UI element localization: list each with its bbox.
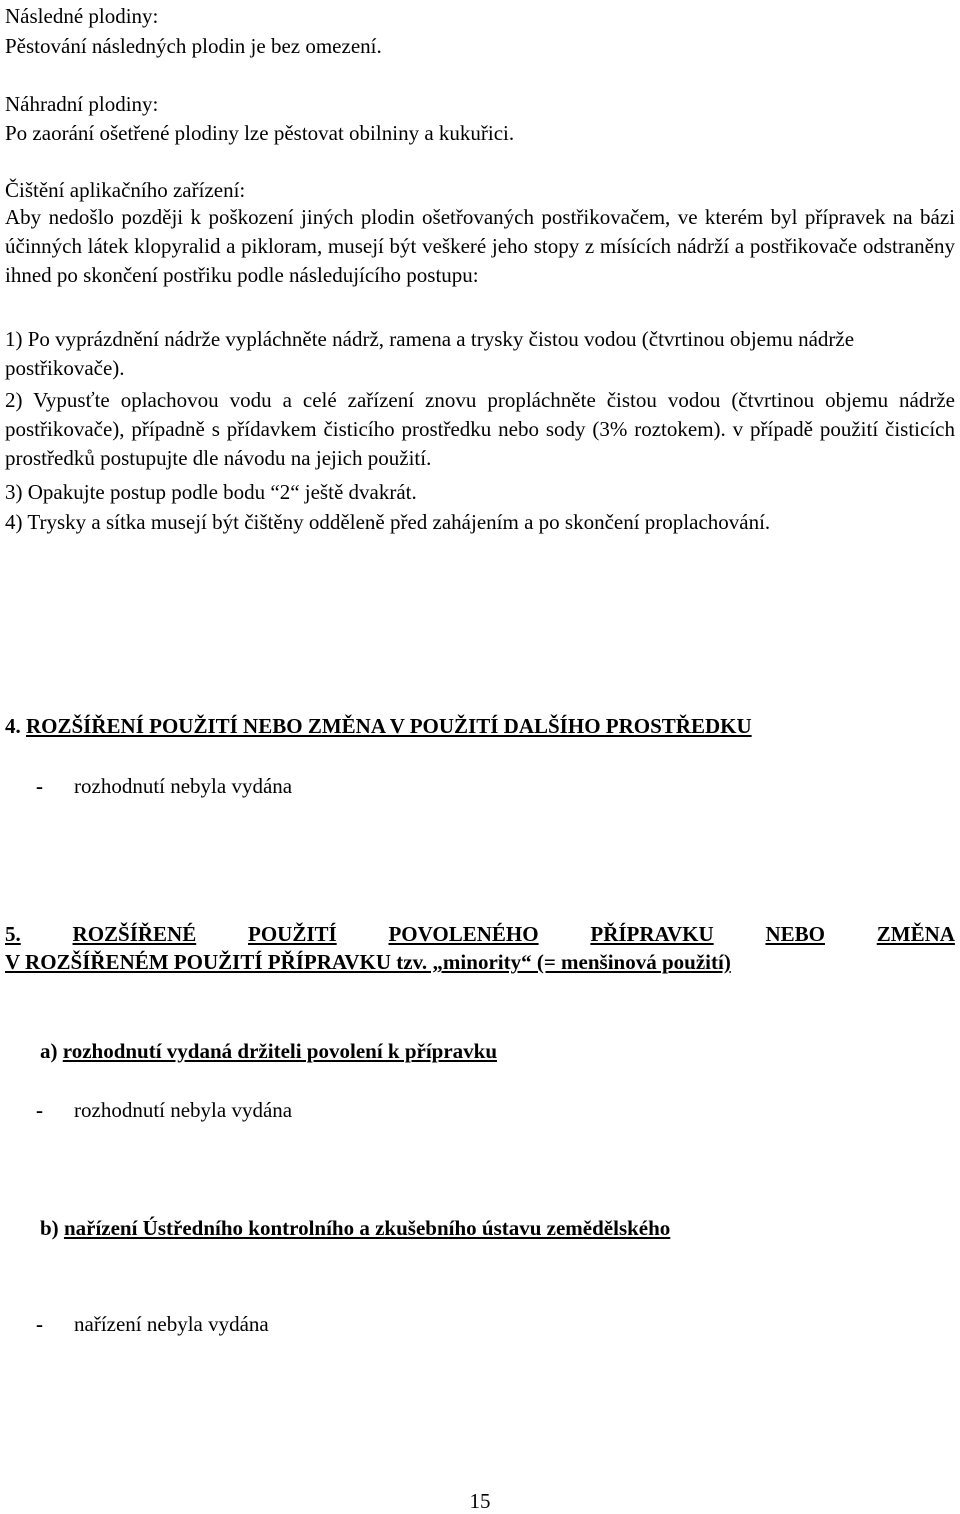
section-5-word: ROZŠÍŘENÉ	[72, 922, 197, 946]
following-crops-title: Následné plodiny:	[5, 4, 159, 28]
cleaning-title: Čištění aplikačního zařízení:	[5, 178, 246, 202]
section-5a-heading	[40, 1037, 497, 1065]
section-5b-title: nařízení Ústředního kontrolního a zkušebního ústavu zemědělského	[63, 1216, 671, 1240]
section-5-word: NEBO	[765, 922, 825, 946]
section-5-heading-row1	[5, 920, 955, 948]
section-5b-note-text: nařízení nebyla vydána	[74, 1312, 269, 1336]
section-5-heading	[5, 920, 955, 976]
step-text: Opakujte postup podle bodu “2“ ještě dvakrát.	[27, 480, 417, 504]
page-number: 15	[469, 1489, 491, 1513]
section-5a-note	[36, 1096, 292, 1124]
step-number: 2)	[5, 388, 23, 412]
section-5-word: 5.	[5, 922, 21, 946]
step-number: 1)	[5, 327, 23, 351]
section-4-number: 4.	[5, 714, 21, 738]
cleaning-step-4	[5, 508, 955, 537]
section-5b-label: b)	[40, 1216, 59, 1240]
dash-marker: -	[36, 1312, 43, 1336]
section-4-title: ROZŠÍŘENÍ POUŽITÍ NEBO ZMĚNA V POUŽITÍ DALŠÍHO PROSTŘEDKU	[26, 714, 752, 738]
section-5a-title: rozhodnutí vydaná držiteli povolení k přípravku	[62, 1039, 498, 1063]
dash-marker: -	[36, 1098, 43, 1122]
dash-marker: -	[36, 774, 43, 798]
section-4-note	[36, 772, 292, 800]
cleaning-text: Aby nedošlo později k poškození jiných plodin ošetřovaných postřikovačem, ve kterém byl přípravek na bázi účinných látek klopyralid a pikloram, musejí být veškeré jeho stopy z mísících nádrží a postřikovače odstraněny ihned po skončení postřiku podle následujícího postupu:	[5, 205, 955, 287]
replacement-crops-text: Po zaorání ošetřené plodiny lze pěstovat obilniny a kukuřici.	[5, 121, 515, 145]
section-4-note-text: rozhodnutí nebyla vydána	[74, 774, 293, 798]
section-5a-label: a)	[40, 1039, 58, 1063]
section-5-word: ZMĚNA	[876, 922, 955, 946]
section-5-word: POUŽITÍ	[248, 922, 337, 946]
section-5-word: PŘÍPRAVKU	[590, 922, 714, 946]
section-5-heading-row2: V ROZŠÍŘENÉM POUŽITÍ PŘÍPRAVKU tzv. „minority“ (= menšinová použití)	[5, 950, 731, 974]
section-4-heading	[5, 712, 752, 740]
section-5b-heading	[40, 1214, 670, 1242]
step-number: 3)	[5, 480, 23, 504]
step-number: 4)	[5, 510, 23, 534]
section-5a-note-text: rozhodnutí nebyla vydána	[74, 1098, 293, 1122]
replacement-crops-title: Náhradní plodiny:	[5, 92, 159, 116]
step-text: Trysky a sítka musejí být čištěny odděleně před zahájením a po skončení proplachování.	[27, 510, 771, 534]
section-5b-note	[36, 1310, 269, 1338]
following-crops-text: Pěstování následných plodin je bez omezení.	[5, 34, 382, 58]
cleaning-step-1	[5, 325, 955, 383]
cleaning-step-2	[5, 386, 955, 473]
step-text: Po vyprázdnění nádrže vypláchněte nádrž, ramena a trysky čistou vodou (čtvrtinou objemu nádrže postřikovače).	[5, 327, 855, 380]
step-text: Vypusťte oplachovou vodu a celé zařízení znovu propláchněte čistou vodou (čtvrtinou objemu nádrže postřikovače), případně s přídavkem čisticího prostředku nebo sody (3% roztokem). v případě použití čisticích prostředků postupujte dle návodu na jejich použití.	[5, 388, 955, 470]
section-5-word: POVOLENÉHO	[388, 922, 539, 946]
cleaning-step-3	[5, 478, 955, 507]
